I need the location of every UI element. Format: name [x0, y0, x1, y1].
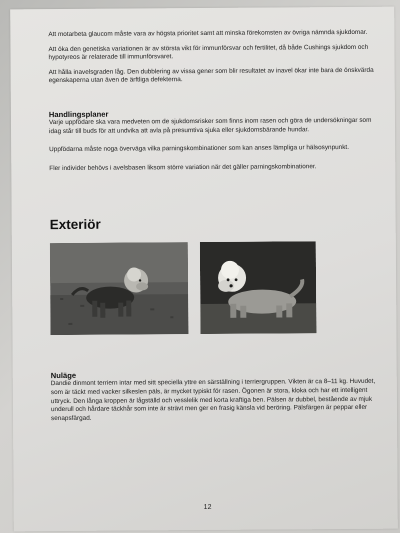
dog-photo-light: [200, 242, 317, 335]
page-content: [48, 29, 377, 424]
nulage-heading: Nuläge: [50, 371, 77, 381]
handlingsplaner-paragraph-3: Fler individer behövs i avelsbasen liksom större variation när det gäller parningskombinationer.: [49, 162, 317, 172]
document-page: [10, 7, 398, 532]
exterior-heading: Exteriör: [49, 217, 101, 233]
handlingsplaner-paragraph-1: Varje uppfödare ska vara medveten om de sjukdomsrisker som finns inom rasen och göra de undersökningar som idag står till buds för att undvika att avla på presumtiva sjuka eller sjukdomsbärande hundar.: [48, 116, 372, 135]
dog-photo-dark: [50, 242, 189, 335]
dog-photos: [50, 241, 377, 335]
page-number: 12: [203, 503, 212, 512]
intro-paragraph-glaucom: Att motarbeta glaucom måste vara av högsta prioritet samt att minska förekomsten av övriga nämnda sjukdomar.: [48, 28, 368, 39]
intro-paragraph-genetic-variation: Att öka den genetiska variationen är av största vikt för immunförsvar och fertilitet, då både Cushings sjukdom och hypotyreos är relaterade till immunförsvaret.: [48, 43, 369, 62]
handlingsplaner-paragraph-2: Uppfödarna måste noga överväga vilka parningskombinationer som kan anses lämpliga ur hälsosynpunkt.: [49, 144, 350, 154]
intro-paragraph-inbreeding: Att hålla inavelsgraden låg. Den dubblering av vissa gener som blir resultatet av inavel ökar inte bara de önskvärda egenskaperna utan även de ärftliga defekterna.: [48, 66, 374, 85]
handlingsplaner-heading: Handlingsplaner: [48, 109, 109, 120]
nulage-paragraph: Dandie dinmont terriern intar med sitt speciella yttre en särställning i terriergruppen. Vikten är ca 8–11 kg. Huvudet, som är täckt med vacker silkeslen päls, är mycket typiskt för rasen. Ögonen är stora, kloka och har ett intelligent uttryck. Den långa kroppen är lågställd och vesslelik med korta kraftiga ben. Pälsen är dubbel, bestående av mjuk underull och hårdare täckhår som inte är strävt men ger en frasig känsla vid beröring. Pälsfärgen är peppar eller senapsfärgad.: [50, 378, 376, 422]
